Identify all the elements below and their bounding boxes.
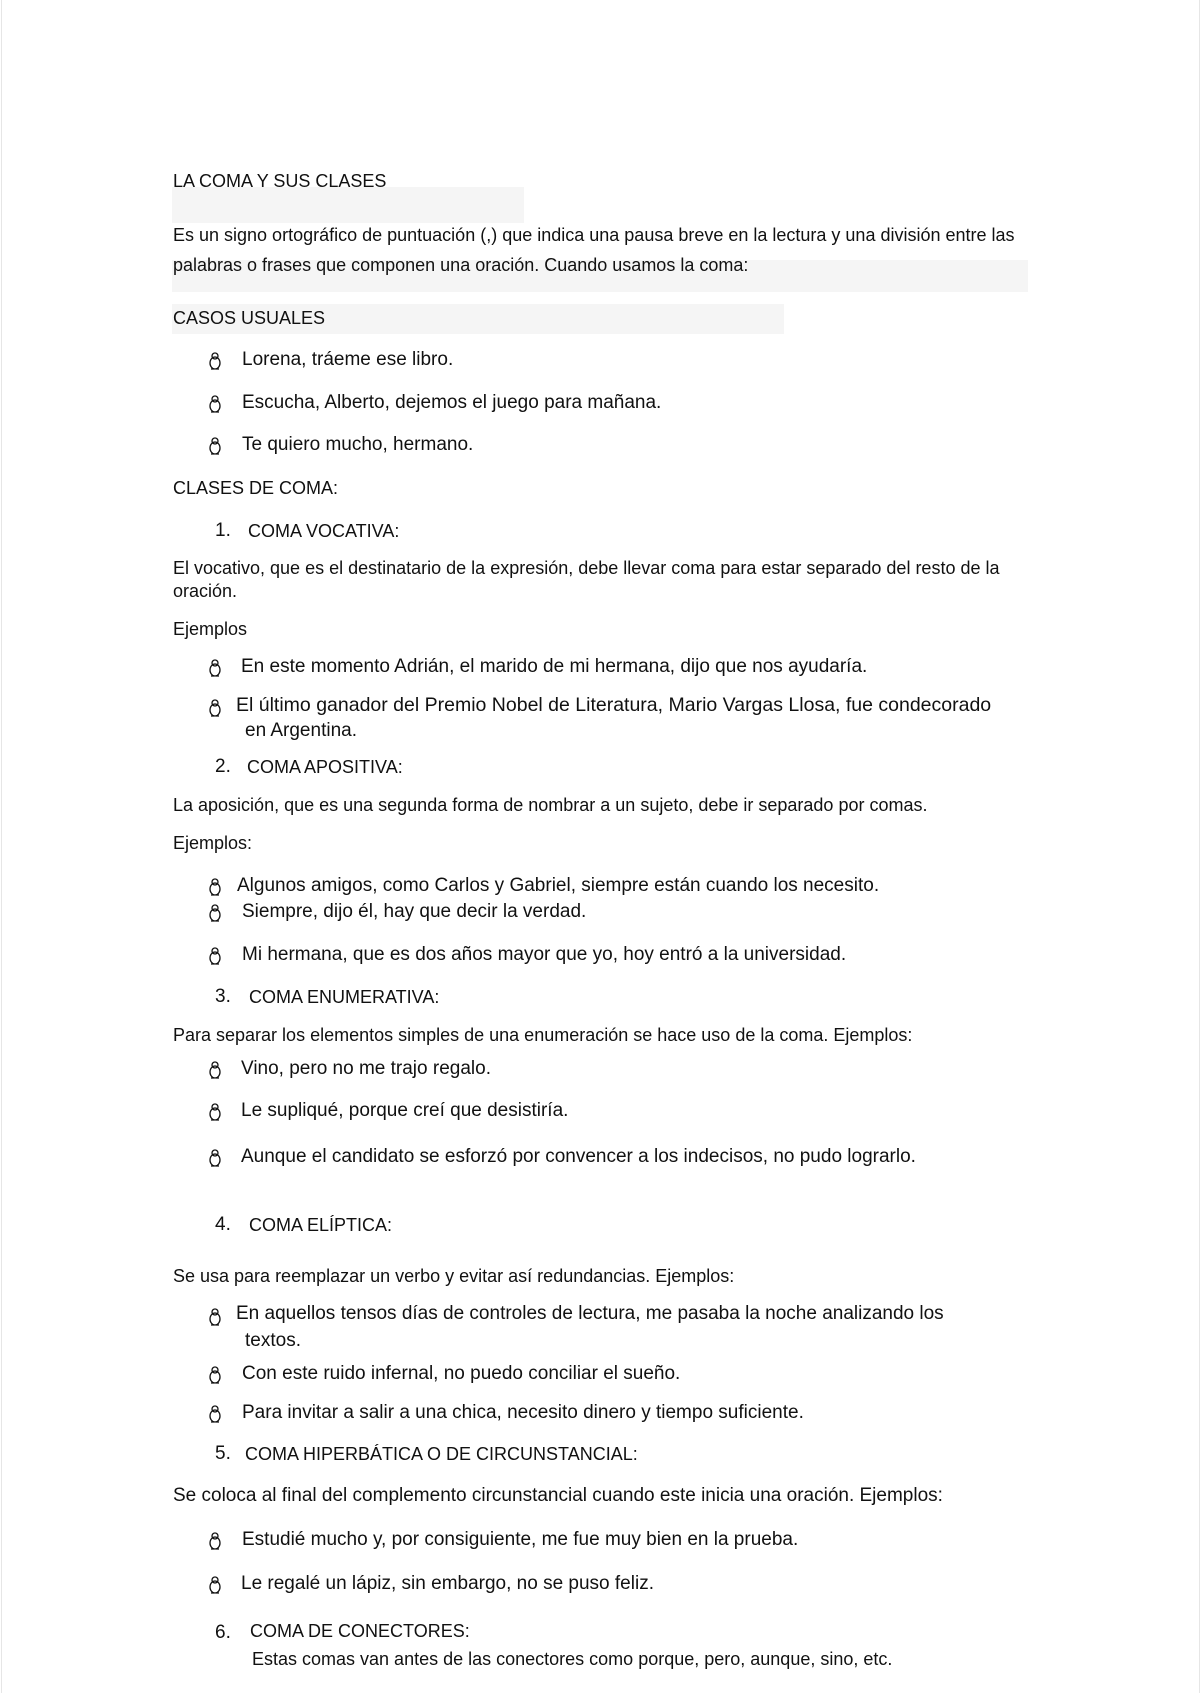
list-item-text: Te quiero mucho, hermano. xyxy=(242,434,474,455)
list-item-text: En este momento Adrián, el marido de mi hermana, dijo que nos ayudaría. xyxy=(241,656,868,677)
intro-paragraph-line: Es un signo ortográfico de puntuación (,) que indica una pausa breve en la lectura y una división entre las xyxy=(173,225,1015,245)
section-heading: COMA HIPERBÁTICA O DE CIRCUNSTANCIAL: xyxy=(245,1444,638,1464)
section-heading: COMA ELÍPTICA: xyxy=(249,1215,393,1235)
section-description: oración. xyxy=(173,581,238,601)
penguin-bullet-icon xyxy=(208,1103,222,1121)
penguin-bullet-icon xyxy=(208,904,222,922)
list-item-text: textos. xyxy=(245,1330,301,1351)
list-item-text: Con este ruido infernal, no puedo conciliar el sueño. xyxy=(242,1363,681,1384)
section-number: 4. xyxy=(215,1214,231,1235)
list-item-text: Le regalé un lápiz, sin embargo, no se puso feliz. xyxy=(241,1573,654,1594)
section-heading: COMA VOCATIVA: xyxy=(248,521,400,541)
section-description: Se usa para reemplazar un verbo y evitar así redundancias. Ejemplos: xyxy=(173,1266,735,1286)
section-description: El vocativo, que es el destinatario de la expresión, debe llevar coma para estar separado del resto de la xyxy=(173,558,1000,578)
penguin-bullet-icon xyxy=(208,1366,222,1384)
list-item-text: Aunque el candidato se esforzó por convencer a los indecisos, no pudo lograrlo. xyxy=(241,1146,916,1167)
examples-label: Ejemplos: xyxy=(173,833,253,853)
section-heading: COMA APOSITIVA: xyxy=(247,757,403,777)
clases-heading: CLASES DE COMA: xyxy=(173,478,339,498)
list-item-text: Lorena, tráeme ese libro. xyxy=(242,349,454,370)
penguin-bullet-icon xyxy=(208,1308,222,1326)
penguin-bullet-icon xyxy=(208,437,222,455)
penguin-bullet-icon xyxy=(208,659,222,677)
list-item-text: Estudié mucho y, por consiguiente, me fue muy bien en la prueba. xyxy=(242,1529,799,1550)
penguin-bullet-icon xyxy=(208,395,222,413)
section-number: 1. xyxy=(215,520,231,541)
list-item-text: El último ganador del Premio Nobel de Literatura, Mario Vargas Llosa, fue condecorado xyxy=(236,694,992,716)
list-item-text: Algunos amigos, como Carlos y Gabriel, siempre están cuando los necesito. xyxy=(237,875,880,896)
section-heading: COMA ENUMERATIVA: xyxy=(249,987,440,1007)
penguin-bullet-icon xyxy=(208,699,222,717)
list-item-text: Para invitar a salir a una chica, necesito dinero y tiempo suficiente. xyxy=(242,1402,804,1423)
list-item-text: en Argentina. xyxy=(245,720,357,741)
penguin-bullet-icon xyxy=(208,947,222,965)
penguin-bullet-icon xyxy=(208,1061,222,1079)
section-number: 3. xyxy=(215,986,231,1007)
penguin-bullet-icon xyxy=(208,1149,222,1167)
list-item-text: Escucha, Alberto, dejemos el juego para mañana. xyxy=(242,392,662,413)
list-item-text: Le supliqué, porque creí que desistiría. xyxy=(241,1100,569,1121)
section-description: La aposición, que es una segunda forma de nombrar a un sujeto, debe ir separado por comas. xyxy=(173,795,928,815)
penguin-bullet-icon xyxy=(208,878,222,896)
section-heading: COMA DE CONECTORES: xyxy=(250,1621,470,1641)
section-number: 6. xyxy=(215,1622,231,1643)
highlight-shade xyxy=(172,187,524,223)
section-description: Para separar los elementos simples de una enumeración se hace uso de la coma. Ejemplos: xyxy=(173,1025,913,1045)
penguin-bullet-icon xyxy=(208,352,222,370)
list-item-text: Vino, pero no me trajo regalo. xyxy=(241,1058,491,1079)
section-number: 5. xyxy=(215,1443,231,1464)
document-title: LA COMA Y SUS CLASES xyxy=(173,171,387,191)
examples-label: Ejemplos xyxy=(173,619,248,639)
penguin-bullet-icon xyxy=(208,1532,222,1550)
intro-paragraph-line: palabras o frases que componen una oración. Cuando usamos la coma: xyxy=(173,255,749,275)
section-number: 2. xyxy=(215,756,231,777)
list-item-text: En aquellos tensos días de controles de lectura, me pasaba la noche analizando los xyxy=(236,1303,944,1324)
penguin-bullet-icon xyxy=(208,1405,222,1423)
section-description: Estas comas van antes de las conectores como porque, pero, aunque, sino, etc. xyxy=(252,1649,893,1669)
section-description: Se coloca al final del complemento circunstancial cuando este inicia una oración. Ejemplos: xyxy=(173,1485,943,1506)
list-item-text: Mi hermana, que es dos años mayor que yo, hoy entró a la universidad. xyxy=(242,944,847,965)
penguin-bullet-icon xyxy=(208,1576,222,1594)
casos-heading: CASOS USUALES xyxy=(173,308,326,328)
list-item-text: Siempre, dijo él, hay que decir la verdad. xyxy=(242,901,587,922)
